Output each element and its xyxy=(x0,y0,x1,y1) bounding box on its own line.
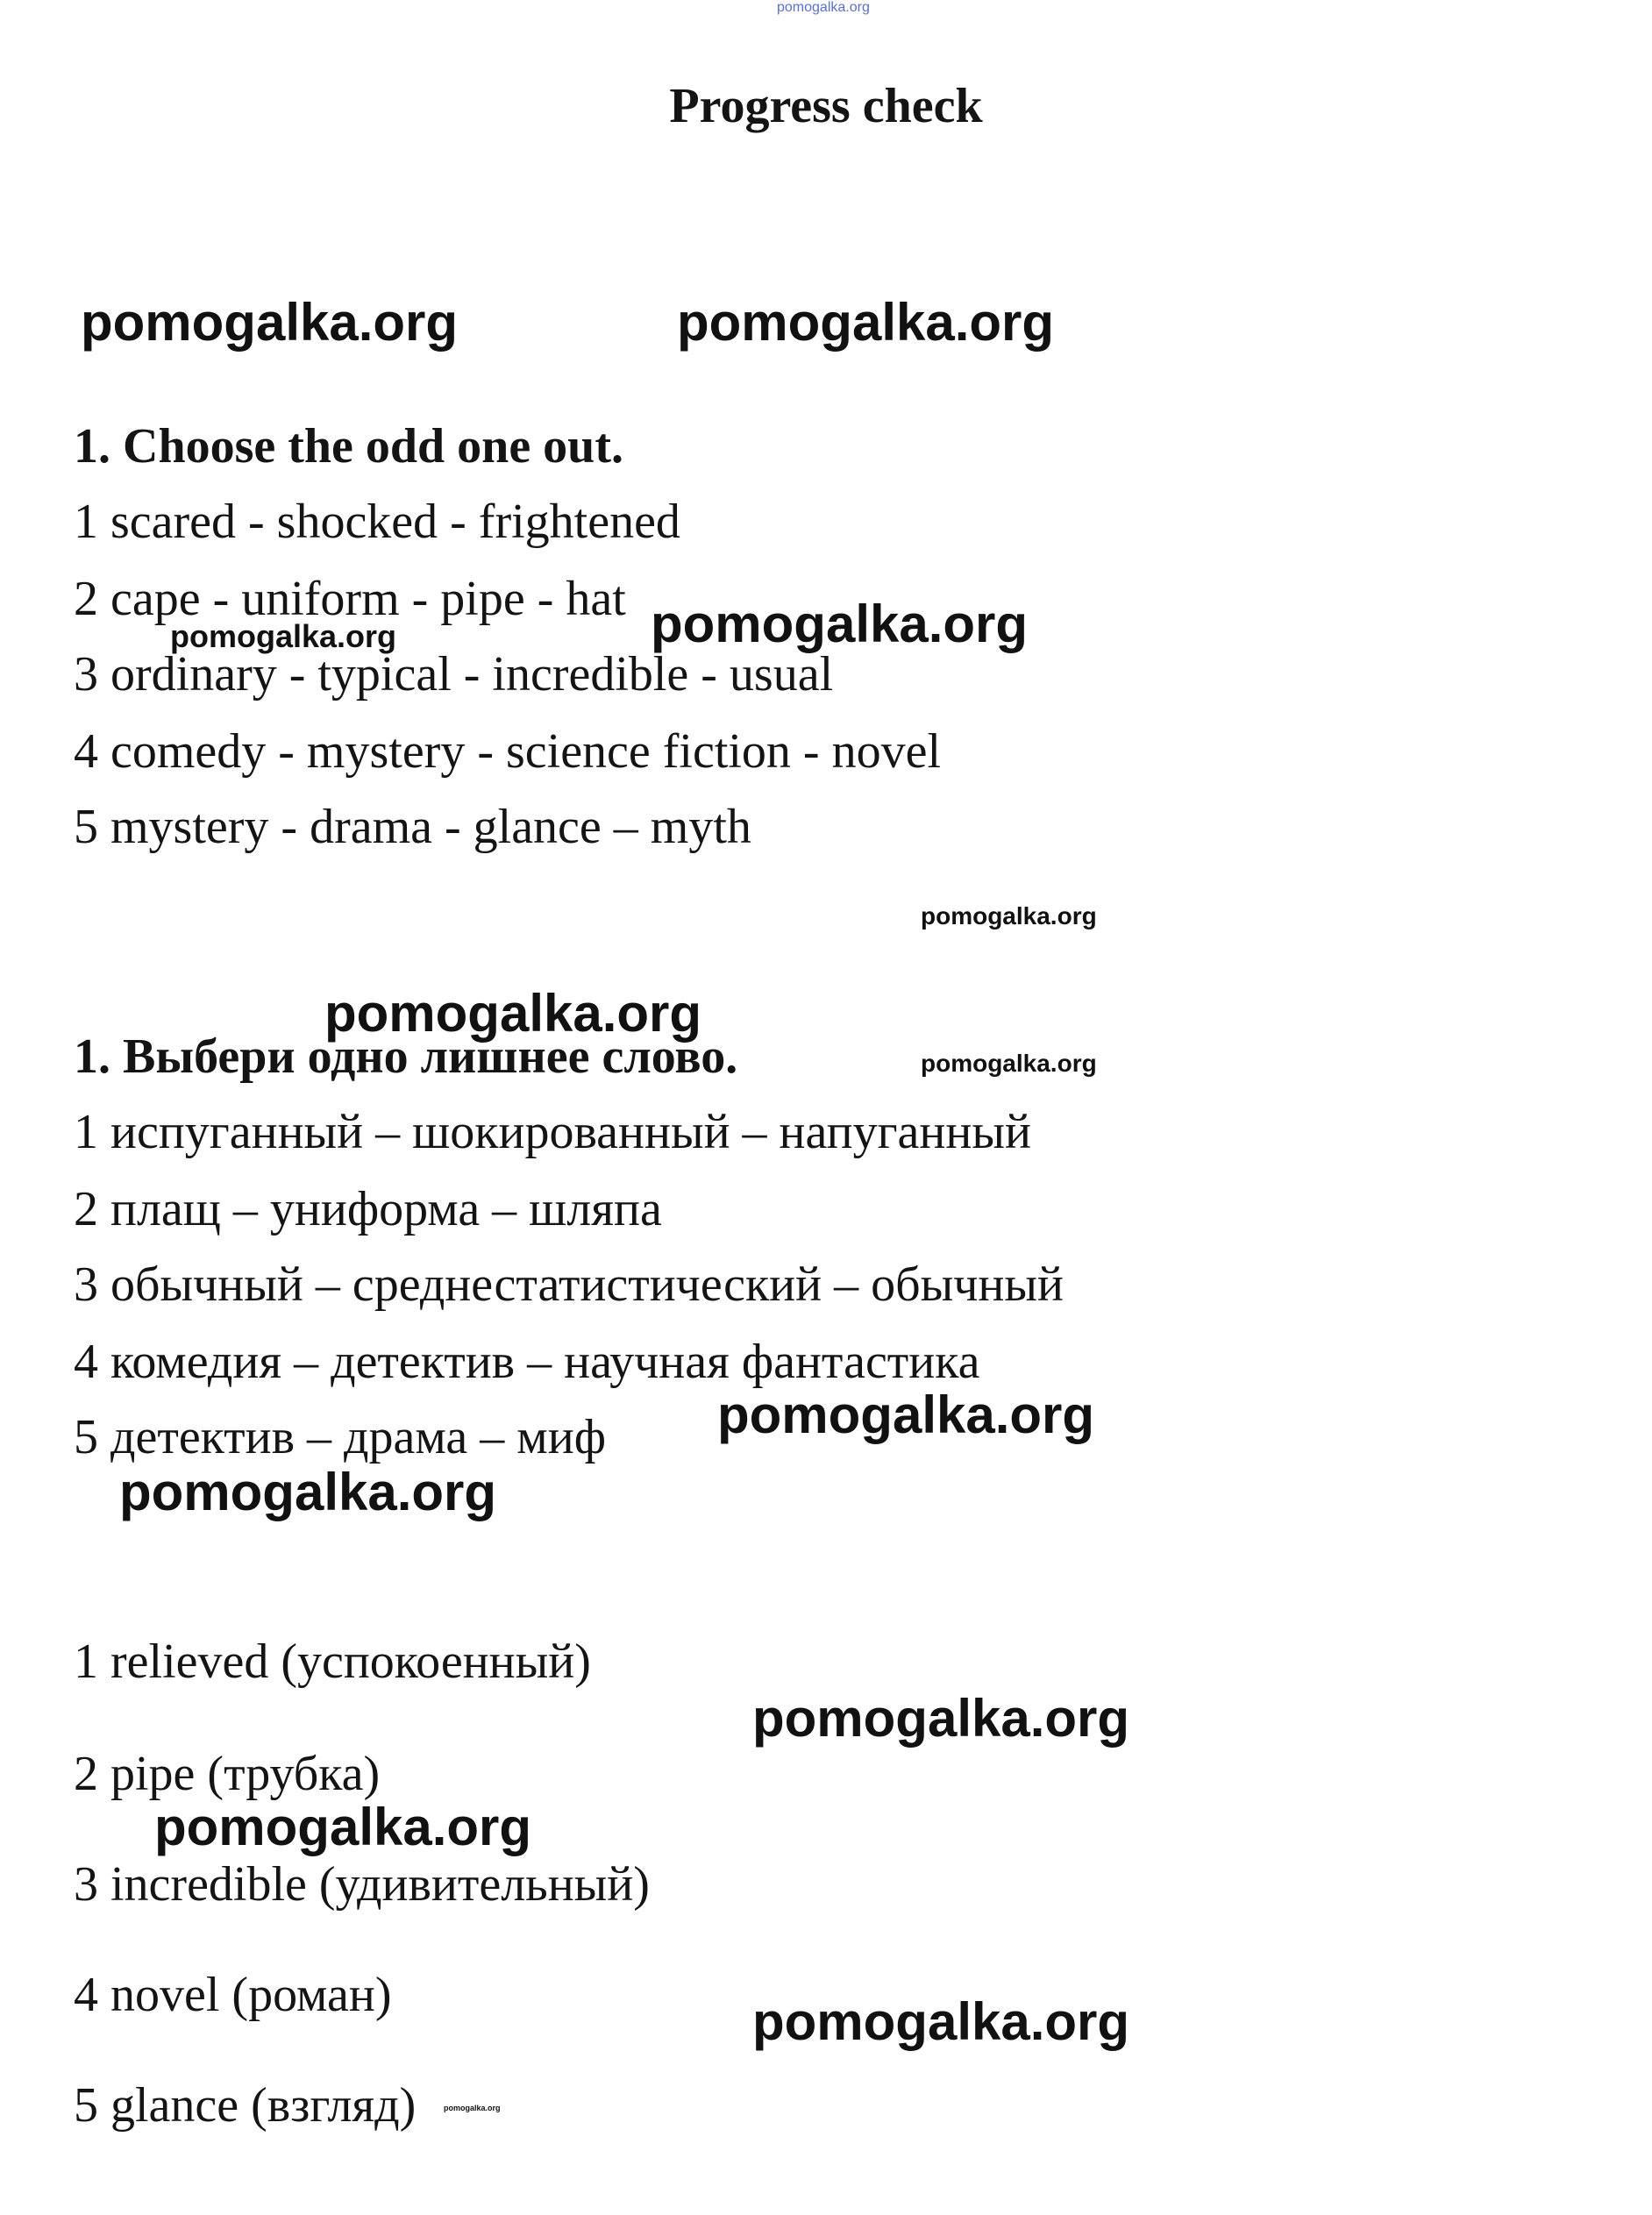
answer-item: 3 incredible (удивительный) xyxy=(74,1857,650,1912)
watermark: pomogalka.org xyxy=(444,2104,501,2112)
watermark: pomogalka.org xyxy=(651,595,1029,653)
exercise-item: 1 scared - shocked - frightened xyxy=(74,495,680,549)
exercise-item: 5 детектив – драма – миф xyxy=(74,1410,606,1464)
exercise-item: 2 cape - uniform - pipe - hat xyxy=(74,572,626,626)
answer-item: 4 novel (роман) xyxy=(74,1968,392,2022)
watermark: pomogalka.org xyxy=(921,902,1097,929)
answer-item: 1 relieved (успокоенный) xyxy=(74,1635,591,1689)
watermark: pomogalka.org xyxy=(81,293,459,352)
watermark: pomogalka.org xyxy=(717,1385,1095,1444)
watermark: pomogalka.org xyxy=(119,1463,497,1521)
exercise-item: 1 испуганный – шокированный – напуганный xyxy=(74,1105,1031,1159)
exercise-item: 3 обычный – среднестатистический – обычный xyxy=(74,1257,1064,1312)
answer-item: 2 pipe (трубка) xyxy=(74,1747,381,1801)
exercise-item: 2 плащ – униформа – шляпа xyxy=(74,1182,662,1236)
watermark: pomogalka.org xyxy=(752,1992,1130,2051)
exercise-item: 3 ordinary - typical - incredible - usual xyxy=(74,647,834,702)
exercise-item: 5 mystery - drama - glance – myth xyxy=(74,800,751,854)
watermark: pomogalka.org xyxy=(170,618,397,654)
watermark-top: pomogalka.org xyxy=(777,0,870,15)
watermark: pomogalka.org xyxy=(752,1689,1130,1748)
russian-exercise-heading: 1. Выбери одно лишнее слово. xyxy=(74,1029,738,1084)
watermark: pomogalka.org xyxy=(324,984,702,1043)
watermark: pomogalka.org xyxy=(677,293,1055,352)
watermark: pomogalka.org xyxy=(921,1050,1097,1077)
exercise-item: 4 комедия – детектив – научная фантастика xyxy=(74,1335,980,1389)
exercise-item: 4 comedy - mystery - science fiction - novel xyxy=(74,724,941,779)
page-title: Progress check xyxy=(669,79,983,133)
watermark: pomogalka.org xyxy=(154,1798,532,1856)
answer-item: 5 glance (взгляд) xyxy=(74,2078,417,2133)
english-exercise-heading: 1. Choose the odd one out. xyxy=(74,419,623,474)
